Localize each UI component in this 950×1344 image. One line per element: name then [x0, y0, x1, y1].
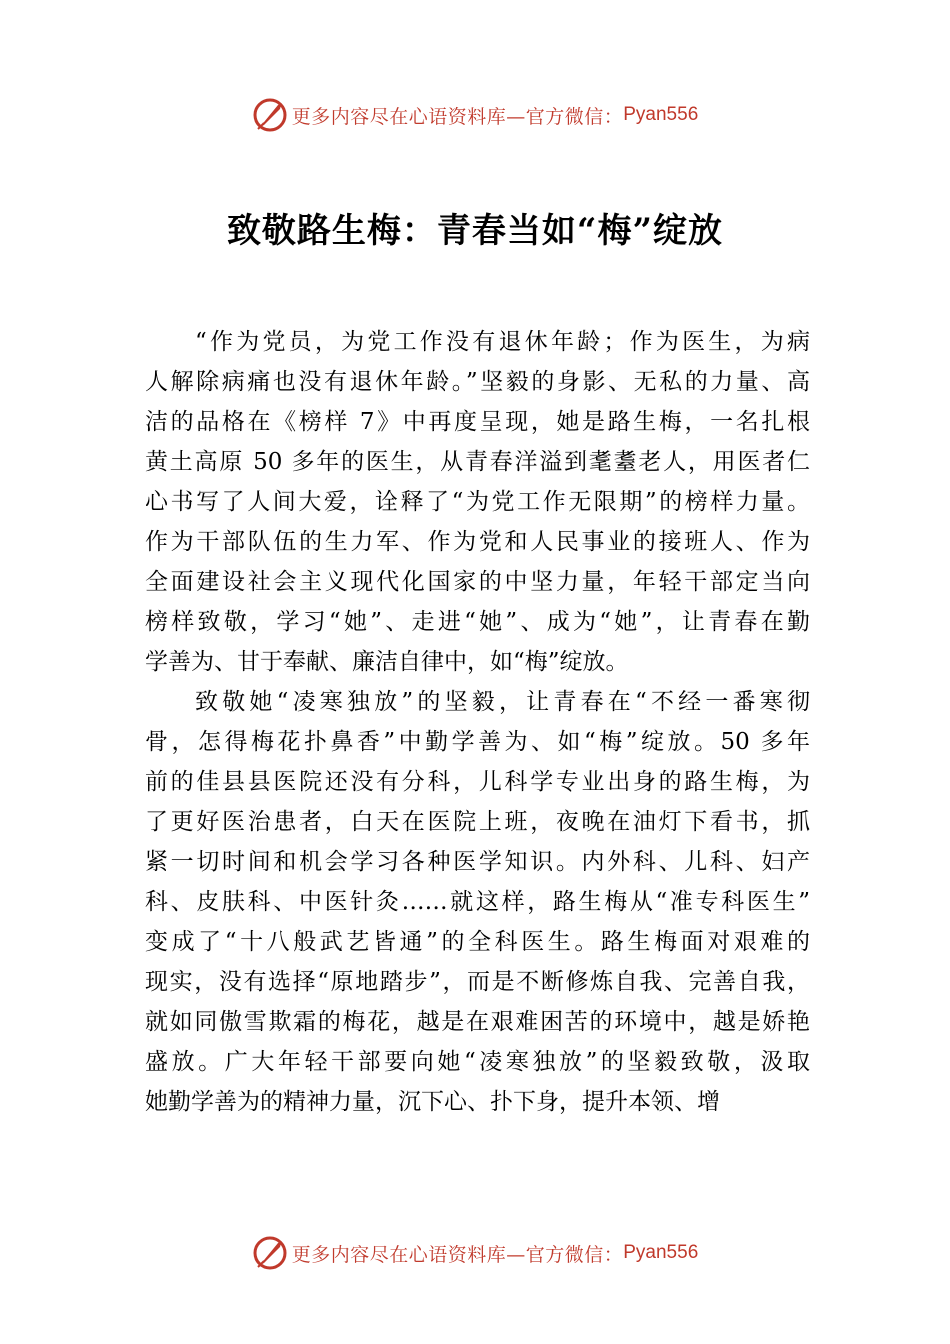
watermark-footer: [0, 1233, 950, 1273]
document-title: 致敬路生梅：青春当如“梅”绽放: [226, 211, 724, 251]
text-line: 现实，没有选择“原地踏步”，而是不断修炼自我、完善自我，: [145, 969, 810, 995]
text-line: 人解除病痛也没有退休年龄。”坚毅的身影、无私的力量、高: [145, 369, 810, 395]
watermark-text: 更多内容尽在心语资料库—官方微信：: [291, 1243, 624, 1266]
text-line: 盛放。广大年轻干部要向她“凌寒独放”的坚毅致敬，汲取: [145, 1049, 810, 1075]
text-line: 学善为、甘于奉献、廉洁自律中，如“梅”绽放。: [145, 649, 629, 675]
text-line: 骨，怎得梅花扑鼻香”中勤学善为、如“梅”绽放。50 多年: [145, 729, 810, 755]
paragraph-2: [145, 682, 810, 1122]
text-line: 科、皮肤科、中医针灸……就这样，路生梅从“准专科医生”: [145, 889, 810, 915]
wechat-id: Pyan556: [623, 104, 699, 125]
watermark-header: [0, 95, 950, 135]
text-line: 就如同傲雪欺霜的梅花，越是在艰难困苦的环境中，越是娇艳: [145, 1009, 810, 1035]
feather-pen-logo-icon: [252, 97, 288, 133]
text-line: 了更好医治患者，白天在医院上班，夜晚在油灯下看书，抓: [145, 809, 810, 835]
document-body: [145, 322, 810, 1122]
text-line: 黄土高原 50 多年的医生，从青春洋溢到耄耋老人，用医者仁: [145, 449, 810, 475]
paragraph-1: [145, 322, 810, 682]
text-line: 紧一切时间和机会学习各种医学知识。内外科、儿科、妇产: [145, 849, 810, 875]
text-line: 前的佳县县医院还没有分科，儿科学专业出身的路生梅，为: [145, 769, 810, 795]
text-line: 作为干部队伍的生力军、作为党和人民事业的接班人、作为: [145, 529, 810, 555]
text-line: 致敬她“凌寒独放”的坚毅，让青春在“不经一番寒彻: [195, 689, 810, 715]
text-line: 她勤学善为的精神力量，沉下心、扑下身，提升本领、增: [145, 1089, 720, 1115]
text-line: 心书写了人间大爱，诠释了“为党工作无限期”的榜样力量。: [145, 489, 810, 515]
text-line: 洁的品格在《榜样 7》中再度呈现，她是路生梅，一名扎根: [145, 409, 810, 435]
watermark-text: 更多内容尽在心语资料库—官方微信：: [291, 105, 624, 128]
wechat-id: Pyan556: [623, 1242, 699, 1263]
text-line: 变成了“十八般武艺皆通”的全科医生。路生梅面对艰难的: [145, 929, 810, 955]
text-line: 全面建设社会主义现代化国家的中坚力量，年轻干部定当向: [145, 569, 810, 595]
text-line: 榜样致敬，学习“她”、走进“她”、成为“她”，让青春在勤: [145, 609, 810, 635]
feather-pen-logo-icon: [252, 1235, 288, 1271]
text-line: “作为党员，为党工作没有退休年龄；作为医生，为病: [195, 329, 810, 355]
